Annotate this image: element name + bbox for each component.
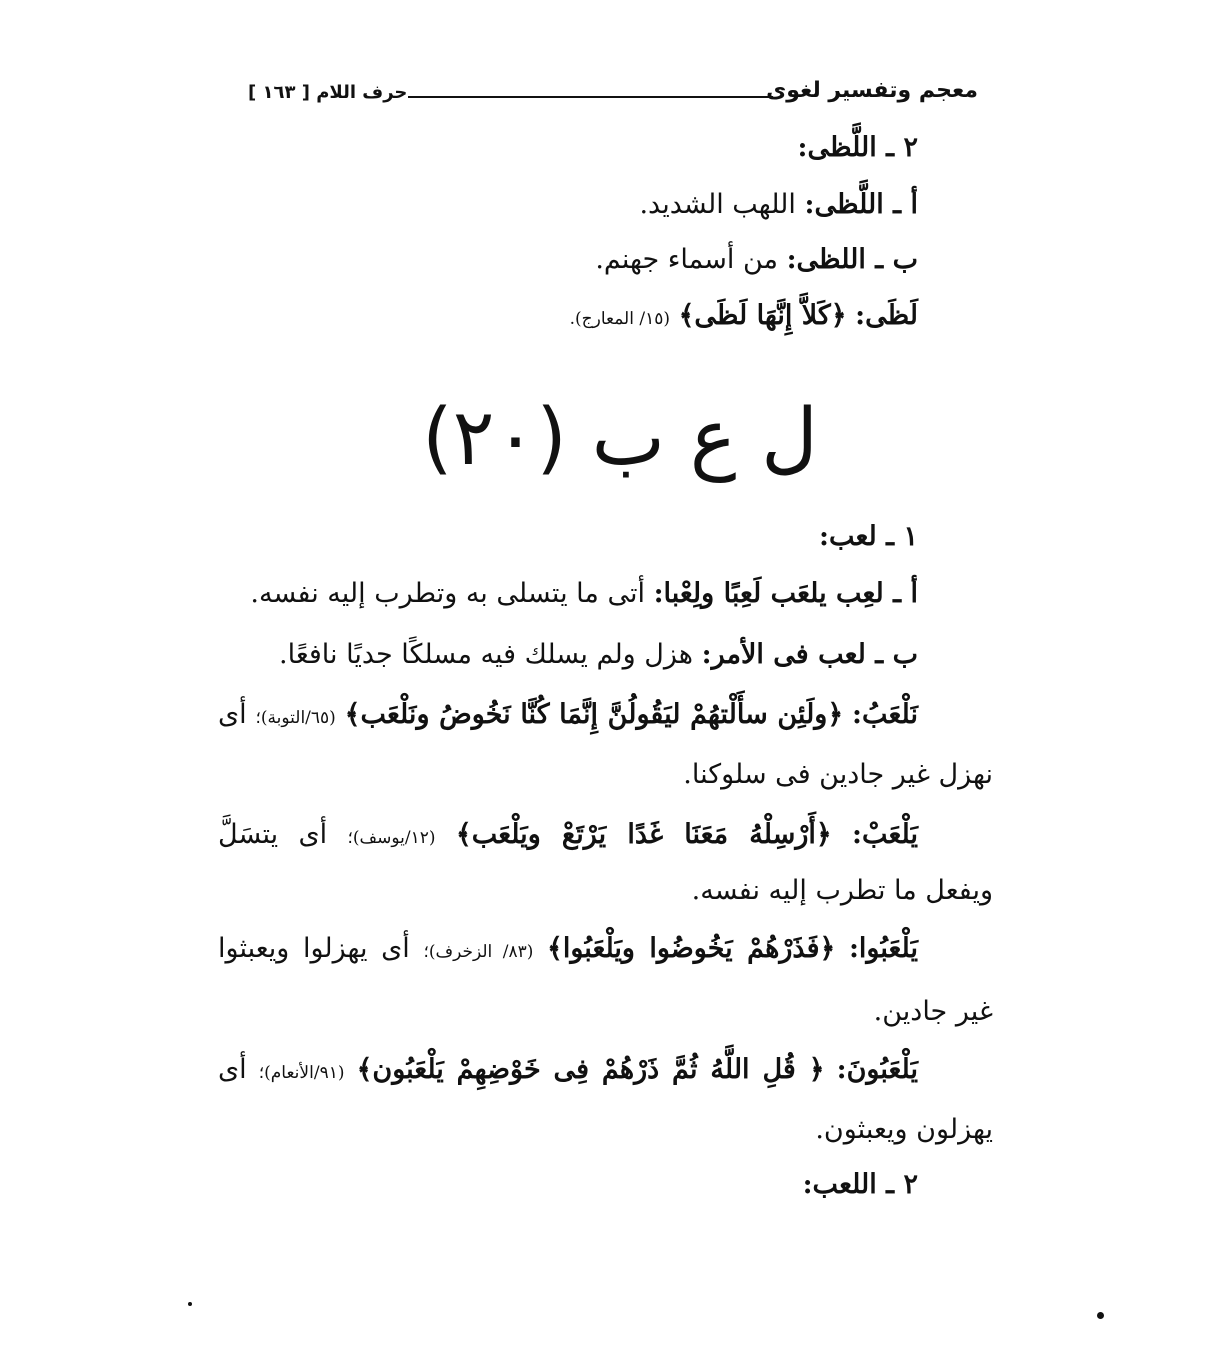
quran-citation-line [218, 1050, 918, 1093]
quran-verse: ﴿ولَئِن سأَلْتهُمْ ليَقُولُنَّ إِنَّمَا كُنَّا نَخُوضُ ونَلْعَب﴾ [344, 699, 844, 730]
definition-text: أتى ما يتسلى به وتطرب إليه نفسه. [250, 578, 645, 609]
gloss-continuation: غير جادين. [873, 996, 993, 1027]
gloss-lead: أى [218, 699, 247, 730]
quran-citation-line [218, 815, 918, 858]
quran-citation-line [218, 695, 918, 738]
gloss-lead: أى يتسَلَّ [218, 819, 328, 850]
definition-term: أ ـ اللَّظى: [804, 189, 918, 220]
verse-reference: (١٥/ المعارج). [569, 309, 670, 329]
gloss-lead: أى يهزلوا ويعبثوا [218, 933, 410, 964]
book-title: معجم وتفسير لغوى [766, 78, 978, 103]
quran-verse: ﴿أَرْسِلْهُ مَعَنَا غَدًا يَرْتَعْ ويَلْعَب﴾ [455, 819, 832, 850]
scan-speck [188, 1302, 192, 1306]
cited-word: لَظَى: [855, 300, 918, 331]
cited-word: نَلْعَبُ: [852, 699, 918, 730]
gloss-continuation: نهزل غير جادين فى سلوكنا. [683, 759, 993, 790]
entry-heading-laib: ١ ـ لعب: [819, 521, 918, 552]
entry-heading-laza: ٢ ـ اللَّظى: [797, 132, 918, 163]
scan-speck [1097, 1312, 1104, 1319]
definition-line [639, 185, 918, 225]
verse-reference: (٨٣/ الزخرف)؛ [423, 942, 534, 962]
gloss-lead: أى [218, 1054, 247, 1085]
definition-line [595, 240, 918, 280]
definition-line [279, 635, 918, 675]
definition-text: هزل ولم يسلك فيه مسلكًا جديًا نافعًا. [279, 639, 694, 670]
running-header [248, 78, 978, 114]
gloss-continuation: ويفعل ما تطرب إليه نفسه. [691, 875, 993, 906]
quran-verse: ﴿فَذَرْهُمْ يَخُوضُوا ويَلْعَبُوا﴾ [547, 933, 836, 964]
quran-citation-line [570, 296, 918, 339]
root-title: ل ع ب (٢٠) [422, 393, 818, 483]
cited-word: يَلْعَبْ: [852, 819, 918, 850]
definition-text: اللهب الشديد. [639, 189, 796, 220]
definition-term: ب ـ لعب فى الأمر: [701, 639, 918, 670]
verse-reference: (١٢/يوسف)؛ [347, 828, 436, 848]
gloss-continuation: يهزلون ويعبثون. [815, 1114, 993, 1145]
quran-verse: ﴿كَلاَّ إِنَّهَا لَظَى﴾ [678, 300, 847, 331]
quran-citation-line [218, 929, 918, 972]
entry-heading-allaib: ٢ ـ اللعب: [802, 1169, 918, 1200]
header-rule [408, 96, 773, 98]
verse-reference: (٩١/الأنعام)؛ [258, 1063, 345, 1083]
quran-verse: ﴿ قُلِ اللَّهُ ثُمَّ ذَرْهُمْ فِى خَوْضِهِمْ يَلْعَبُون﴾ [356, 1054, 825, 1085]
cited-word: يَلْعَبُونَ: [836, 1054, 919, 1085]
cited-word: يَلْعَبُوا: [848, 933, 918, 964]
definition-term: ب ـ اللظى: [786, 244, 918, 275]
verse-reference: (٦٥/التوبة)؛ [255, 708, 336, 728]
definition-text: من أسماء جهنم. [595, 244, 778, 275]
definition-term: أ ـ لعِب يلعَب لَعِبًا ولِعْبا: [653, 578, 918, 609]
section-label: حرف اللام [ ١٦٣ ] [248, 82, 408, 103]
definition-line [250, 574, 918, 614]
